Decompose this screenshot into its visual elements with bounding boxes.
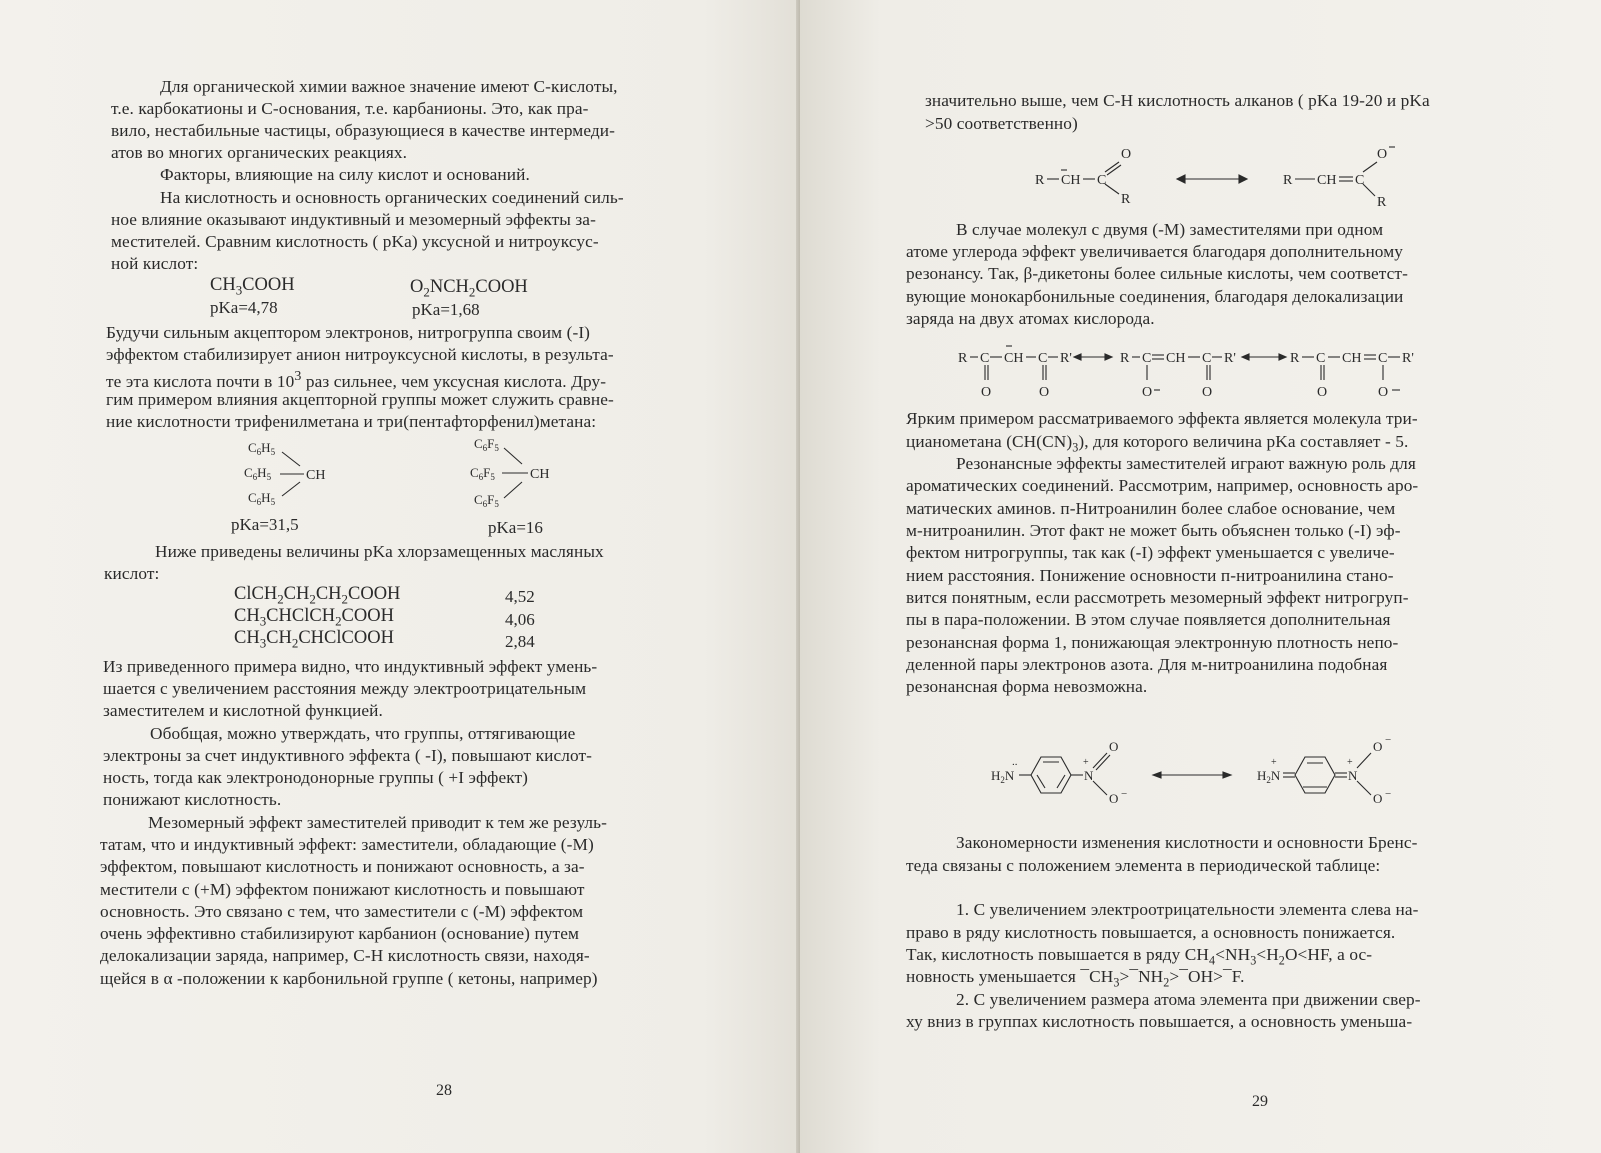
- svg-text:C6H5: $C_6H_5$: [248, 440, 276, 457]
- enolate-resonance-structure: [1025, 140, 1415, 215]
- diketone-resonance-structure: [950, 338, 1590, 404]
- text-line: деленной пары электронов азота. Для м-нитроанилина подобная: [906, 655, 1388, 674]
- svg-text:C: C: [1316, 351, 1326, 366]
- svg-text:O: O: [1317, 385, 1328, 400]
- svg-text:R: R: [958, 351, 968, 366]
- svg-text:C: C: [1202, 351, 1212, 366]
- text-line: очень эффективно стабилизируют карбанион (основание) путем: [100, 924, 580, 943]
- svg-text:+: +: [1271, 757, 1277, 768]
- text-line: 1. С увеличением электроотрицательности элемента слева на-: [956, 900, 1419, 919]
- text-line: резонансная форма 1, понижающая электронную плотность непо-: [906, 633, 1399, 652]
- svg-text:H2N: $H_2N$: [1257, 768, 1281, 785]
- text-line: местителей. Сравним кислотность ( pKa) уксусной и нитроуксус-: [111, 232, 599, 251]
- svg-text:R: R: [1121, 192, 1131, 207]
- svg-text:−: −: [1385, 788, 1392, 800]
- text-line: Мезомерный эффект заместителей приводит к тем же резуль-: [148, 813, 607, 832]
- svg-text:O: O: [1121, 147, 1132, 162]
- text-line: гим примером влияния акцепторной группы может служить сравне-: [106, 390, 614, 409]
- svg-text:−: −: [1121, 788, 1128, 800]
- svg-text:..: ..: [1012, 756, 1018, 768]
- svg-text:CH: CH: [1004, 351, 1024, 366]
- text-line: ароматических соединений. Рассмотрим, например, основность аро-: [906, 476, 1419, 495]
- nitroaniline-resonance-structure: [985, 735, 1505, 815]
- text-line: электроны за счет индуктивного эффекта ( -I), повышают кислот-: [103, 746, 592, 765]
- svg-text:C6F5: $C_6F_5$: [470, 465, 495, 482]
- svg-text:C: C: [1097, 173, 1107, 188]
- svg-text:C6H5: $C_6H_5$: [248, 490, 276, 507]
- acetic-acid-pka: pKa=4,78: [210, 298, 278, 317]
- svg-text:CH: CH: [1166, 351, 1186, 366]
- text-line: Будучи сильным акцептором электронов, нитрогруппа своим (-I): [106, 323, 591, 342]
- triphenylmethane-pka: pKa=31,5: [231, 515, 299, 534]
- text-line: Закономерности изменения кислотности и основности Бренс-: [956, 833, 1418, 852]
- svg-text:C: C: [1142, 351, 1152, 366]
- svg-text:O: O: [1039, 385, 1050, 400]
- text-line: В случае молекул с двумя (-М) заместителями при одном: [956, 220, 1384, 239]
- text-line: вило, нестабильные частицы, образующиеся в качестве интермеди-: [111, 121, 615, 140]
- svg-text:CH: CH: [1317, 173, 1337, 188]
- svg-text:+: +: [1083, 757, 1089, 768]
- text-line: цианометана $(CH(CN)_3)$, для которого величина pKa составляет - 5.: [906, 432, 1409, 455]
- svg-text:C6F5: $C_6F_5$: [474, 436, 499, 453]
- svg-text:+: +: [1347, 757, 1353, 768]
- tris-pentafluorophenylmethane-structure: [466, 434, 576, 512]
- svg-text:C6F5: $C_6F_5$: [474, 492, 499, 509]
- text-line: вится понятным, если рассмотреть мезомерный эффект нитрогруп-: [906, 588, 1409, 607]
- svg-text:N: N: [1348, 768, 1358, 783]
- text-line: шается с увеличением расстояния между электроотрицательным: [103, 679, 587, 698]
- text-line: заряда на двух атомах кислорода.: [906, 309, 1155, 328]
- text-line: фектом нитрогруппы, так как (-I) эффект уменьшается с увеличе-: [906, 543, 1395, 562]
- text-line: ное влияние оказывают индуктивный и мезомерный эффекты за-: [111, 210, 596, 229]
- svg-text:O: O: [1109, 791, 1119, 806]
- triphenylmethane-structure: [240, 438, 350, 510]
- tris-pentafluorophenylmethane-pka: pKa=16: [488, 518, 543, 537]
- svg-text:CH: CH: [1061, 173, 1081, 188]
- text-line: местители с (+М) эффектом понижают кислотность и повышают: [100, 880, 585, 899]
- text-line: нием расстояния. Понижение основности п-нитроанилина стано-: [906, 566, 1394, 585]
- chloro-acid-pka: 2,84: [505, 632, 535, 651]
- text-line: резонансная форма невозможна.: [906, 677, 1148, 696]
- svg-text:C: C: [1378, 351, 1388, 366]
- svg-text:O: O: [1373, 739, 1383, 754]
- page-right: [800, 0, 1601, 1153]
- svg-text:R': R': [1060, 351, 1072, 366]
- svg-text:C: C: [1038, 351, 1048, 366]
- svg-text:O: O: [1373, 791, 1383, 806]
- page-left: [0, 0, 800, 1153]
- svg-text:R: R: [1377, 195, 1387, 210]
- text-line: эффектом, повышают кислотность и понижают основность, а за-: [100, 857, 585, 876]
- svg-text:R: R: [1120, 351, 1130, 366]
- svg-text:O: O: [1142, 385, 1153, 400]
- acetic-acid-formula: $CH_3COOH$: [210, 275, 295, 298]
- text-line: Так, кислотность повышается в ряду $CH_4<NH_3<H_2O<HF$, а ос-: [906, 945, 1373, 968]
- section-heading: Факторы, влияющие на силу кислот и оснований.: [160, 165, 530, 184]
- svg-text:R': R': [1402, 351, 1414, 366]
- page-number: 29: [1252, 1093, 1268, 1110]
- text-line: Обобщая, можно утверждать, что группы, оттягивающие: [150, 724, 576, 743]
- text-line: татам, что и индуктивный эффект: заместители, обладающие (-М): [100, 835, 594, 854]
- text-line: матических аминов. п-Нитроанилин более слабое основание, чем: [906, 499, 1396, 518]
- text-line: основность. Это связано с тем, что заместители с (-М) эффектом: [100, 902, 584, 921]
- text-line: ху вниз в группах кислотность повышается, а основность уменьша-: [906, 1012, 1413, 1031]
- text-line: Ниже приведены величины pKa хлорзамещенных масляных: [155, 542, 604, 561]
- text-line: делокализации заряда, например, С-Н кислотность связи, находя-: [100, 946, 590, 965]
- svg-text:C: C: [1355, 173, 1365, 188]
- svg-text:C6H5: $C_6H_5$: [244, 465, 272, 482]
- text-line: м-нитроанилин. Этот факт не может быть объяснен только (-I) эф-: [906, 521, 1401, 540]
- text-line: заместителем и кислотной функцией.: [103, 701, 383, 720]
- nitroacetic-acid-formula: $O_2NCH_2COOH$: [410, 277, 528, 300]
- text-line: новность уменьшается $¯CH_3>¯NH_2>¯OH>¯F$.: [906, 967, 1245, 990]
- text-line: теда связаны с положением элемента в периодической таблице:: [906, 856, 1381, 875]
- text-line: атоме углерода эффект увеличивается благодаря дополнительному: [906, 242, 1403, 261]
- text-line: >50 соответственно): [925, 114, 1078, 133]
- svg-text:R: R: [1035, 173, 1045, 188]
- svg-text:CH: CH: [1342, 351, 1362, 366]
- text-line: ние кислотности трифенилметана и три(пентафторфенил)метана:: [106, 412, 597, 431]
- svg-text:CH: CH: [530, 467, 550, 482]
- text-line: вующие монокарбонильные соединения, благодаря делокализации: [906, 287, 1404, 306]
- text-line: значительно выше, чем С-Н кислотность алканов ( pKa 19-20 и pKa: [925, 91, 1430, 110]
- svg-text:−: −: [1385, 735, 1392, 746]
- svg-text:C: C: [980, 351, 990, 366]
- text-line: те эта кислота почти в $10^3$ раз сильнее, чем уксусная кислота. Дру-: [106, 369, 607, 391]
- chloro-acid-pka: 4,06: [505, 610, 535, 629]
- chloro-acid-formula: $CH_3CH_2CHClCOOH$: [234, 628, 394, 651]
- svg-text:O: O: [1109, 739, 1119, 754]
- svg-text:O: O: [1377, 147, 1388, 162]
- text-line: эффектом стабилизирует анион нитроуксусной кислоты, в результа-: [106, 345, 614, 364]
- text-line: кислот:: [104, 564, 160, 583]
- text-line: Ярким примером рассматриваемого эффекта является молекула три-: [906, 409, 1418, 428]
- text-line: 2. С увеличением размера атома элемента при движении свер-: [956, 990, 1421, 1009]
- svg-text:CH: CH: [306, 468, 326, 483]
- svg-text:R': R': [1224, 351, 1236, 366]
- text-line: ной кислот:: [111, 254, 199, 273]
- text-line: атов во многих органических реакциях.: [111, 143, 408, 162]
- text-line: щейся в α -положении к карбонильной группе ( кетоны, например): [100, 969, 598, 988]
- text-line: пы в пара-положении. В этом случае появляется дополнительная: [906, 610, 1391, 629]
- text-line: На кислотность и основность органических соединений силь-: [160, 188, 624, 207]
- text-line: резонансу. Так, β-дикетоны более сильные кислоты, чем соответст-: [906, 264, 1408, 283]
- chloro-acid-pka: 4,52: [505, 587, 535, 606]
- text-line: понижают кислотность.: [103, 790, 282, 809]
- chloro-acid-formula: $CH_3CHClCH_2COOH$: [234, 606, 394, 629]
- text-line: Резонансные эффекты заместителей играют важную роль для: [956, 454, 1416, 473]
- svg-text:R: R: [1283, 173, 1293, 188]
- text-line: Для органической химии важное значение имеют С-кислоты,: [160, 77, 618, 96]
- chloro-acid-formula: $ClCH_2CH_2CH_2COOH$: [234, 584, 401, 607]
- svg-text:O: O: [1378, 385, 1389, 400]
- text-line: Из приведенного примера видно, что индуктивный эффект умень-: [103, 657, 598, 676]
- page-number: 28: [436, 1082, 452, 1099]
- svg-text:R: R: [1290, 351, 1300, 366]
- svg-text:O: O: [1202, 385, 1213, 400]
- text-line: ность, тогда как электронодонорные группы ( +I эффект): [103, 768, 528, 787]
- nitroacetic-acid-pka: pKa=1,68: [412, 300, 480, 319]
- svg-text:O: O: [981, 385, 992, 400]
- svg-text:H2N: $H_2N$: [991, 768, 1015, 785]
- text-line: т.е. карбокатионы и С-основания, т.е. карбанионы. Это, как пра-: [111, 99, 589, 118]
- svg-text:N: N: [1084, 768, 1094, 783]
- text-line: право в ряду кислотность повышается, а основность понижается.: [906, 923, 1396, 942]
